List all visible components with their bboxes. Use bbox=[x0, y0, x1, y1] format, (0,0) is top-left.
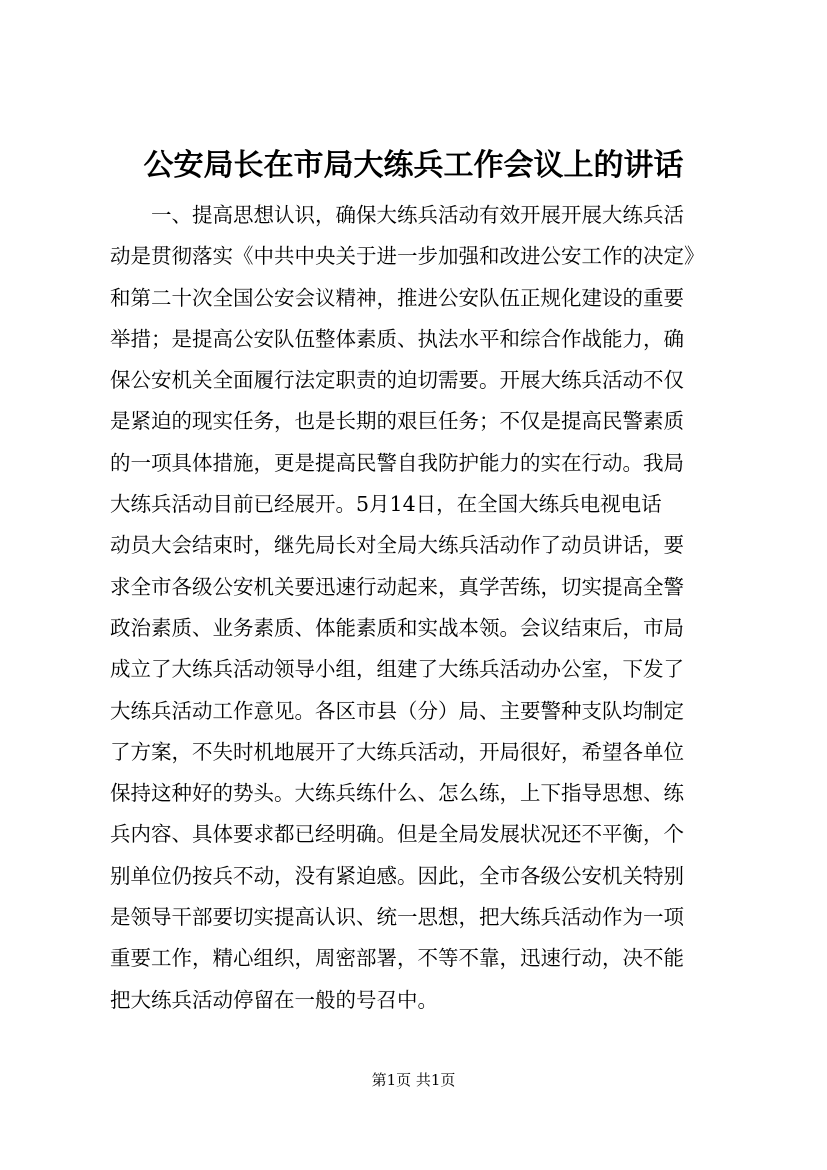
body-line: 保持这种好的势头。大练兵练什么、怎么练，上下指导思想、练 bbox=[110, 781, 684, 806]
body-line: 成立了大练兵活动领导小组，组建了大练兵活动办公室，下发了 bbox=[110, 657, 684, 682]
body-line: 动是贯彻落实《中共中央关于进一步加强和改进公安工作的决定》 bbox=[110, 244, 705, 269]
body-line: 大练兵活动目前已经展开。5月14日，在全国大练兵电视电话 bbox=[110, 492, 662, 517]
page-number-footer: 第1页 共1页 bbox=[371, 1071, 456, 1089]
body-line: 兵内容、具体要求都已经明确。但是全局发展状况还不平衡，个 bbox=[110, 822, 684, 847]
body-line: 是领导干部要切实提高认识、统一思想，把大练兵活动作为一项 bbox=[110, 905, 684, 930]
body-line: 是紧迫的现实任务，也是长期的艰巨任务；不仅是提高民警素质 bbox=[110, 409, 684, 434]
body-line: 政治素质、业务素质、体能素质和实战本领。会议结束后，市局 bbox=[110, 615, 684, 640]
body-line: 把大练兵活动停留在一般的号召中。 bbox=[110, 987, 438, 1012]
body-line: 了方案，不失时机地展开了大练兵活动，开局很好，希望各单位 bbox=[110, 739, 684, 764]
body-line: 大练兵活动工作意见。各区市县（分）局、主要警种支队均制定 bbox=[110, 698, 684, 723]
document-body bbox=[110, 195, 730, 1021]
body-line: 别单位仍按兵不动，没有紧迫感。因此，全市各级公安机关特别 bbox=[110, 863, 684, 888]
body-line: 的一项具体措施，更是提高民警自我防护能力的实在行动。我局 bbox=[110, 450, 684, 475]
body-line: 保公安机关全面履行法定职责的迫切需要。开展大练兵活动不仅 bbox=[110, 368, 684, 393]
body-line: 求全市各级公安机关要迅速行动起来，真学苦练，切实提高全警 bbox=[110, 574, 684, 599]
document-title: 公安局长在市局大练兵工作会议上的讲话 bbox=[143, 148, 684, 183]
body-line: 和第二十次全国公安会议精神，推进公安队伍正规化建设的重要 bbox=[110, 285, 684, 310]
body-line: 动员大会结束时，继先局长对全局大练兵活动作了动员讲话，要 bbox=[110, 533, 684, 558]
body-line: 重要工作，精心组织，周密部署，不等不靠，迅速行动，决不能 bbox=[110, 946, 684, 971]
body-line: 一、提高思想认识，确保大练兵活动有效开展开展大练兵活 bbox=[110, 203, 684, 227]
body-line: 举措；是提高公安队伍整体素质、执法水平和综合作战能力，确 bbox=[110, 326, 684, 351]
